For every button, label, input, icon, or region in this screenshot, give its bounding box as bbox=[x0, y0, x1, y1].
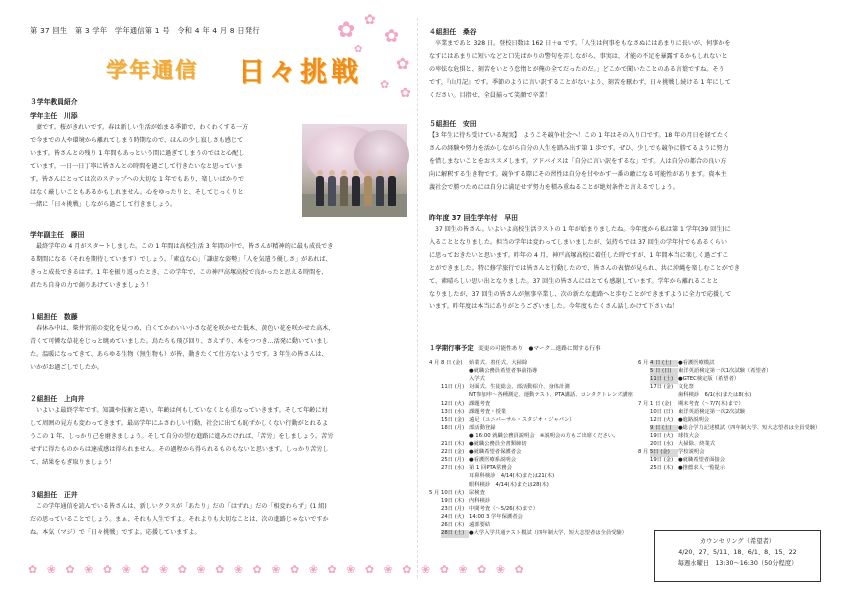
section-heading-uemukai: ２組担任 上向井 bbox=[30, 395, 85, 403]
schedule-event: 部活動登録 bbox=[469, 424, 496, 431]
schedule-row bbox=[638, 433, 823, 440]
masthead: 第 37 回生 第 3 学年 学年通信第 1 号 令和 4 年 4 月 8 日発行 bbox=[30, 26, 260, 35]
schedule-row bbox=[638, 384, 823, 391]
schedule-event: 入学式 bbox=[469, 376, 485, 383]
schedule-row bbox=[638, 449, 823, 456]
schedule-row bbox=[429, 490, 639, 497]
schedule-row bbox=[429, 409, 639, 416]
schedule-row bbox=[638, 368, 823, 375]
schedule-row bbox=[429, 522, 639, 529]
schedule-event: ●就職公務員希望者事前指導 bbox=[469, 368, 538, 375]
schedule-date: 4 日 (土) bbox=[650, 360, 678, 367]
section-body-hayata bbox=[429, 224, 824, 314]
schedule-row bbox=[429, 441, 639, 448]
text-line: います。皆さんとの残り 1 年間もあっという間に過ぎてしまうのではと心配し bbox=[30, 149, 245, 157]
schedule-event: 内科検診 bbox=[469, 497, 491, 504]
schedule-row bbox=[429, 401, 639, 408]
schedule-event: ●看護医療系説明会 bbox=[469, 457, 516, 464]
schedule-title: １学期行事予定 bbox=[429, 344, 474, 352]
schedule-date: 12日 (火) bbox=[650, 416, 674, 423]
schedule-date: 17日 (金) bbox=[650, 384, 674, 391]
text-line: せずに得たものからは達成感は得られません。その過程から得られるものもないと思います。しっかり苦労し bbox=[30, 445, 329, 453]
schedule-event: 文化祭 bbox=[678, 384, 694, 391]
schedule-date: 27日 (水) bbox=[441, 465, 465, 472]
text-line: 妻です。桜がきれいです。春は新しい生活が始まる季節で、わくわくする一方 bbox=[36, 124, 249, 131]
schedule-event: ●推薦求人一覧提示 bbox=[678, 465, 725, 472]
schedule-event: ● 16:00 就職公務員説明会 ※説明会の方もご出席ください。 bbox=[469, 432, 619, 439]
sakura-icon: ✿ bbox=[364, 12, 376, 28]
schedule-event: 耳鼻科検診 4/14(木)または21(木) bbox=[469, 473, 555, 480]
text-line: だの思っていることでしょう。まぁ、それも人生ですよ。それよりも大切なことは、次の進路じゃないですか bbox=[30, 515, 329, 523]
sakura-icon: ✿ bbox=[400, 86, 411, 101]
schedule-date: 5日 (金) bbox=[650, 449, 678, 456]
text-line: なりましたが、37 回生の皆さんが無事卒業し、次の新たな進路へと歩むことができますように全力で応援して bbox=[429, 290, 732, 298]
schedule-date: 28日 (土) bbox=[441, 530, 469, 537]
schedule-event: ●就職希望者保護者会 bbox=[469, 449, 522, 456]
schedule-event: ●就職希望者面接会 bbox=[678, 457, 725, 464]
schedule-event: ●総合学力記述模試（四年制大学、短大志望者は全員受験） bbox=[678, 424, 821, 431]
schedule-row bbox=[429, 506, 639, 513]
newsletter-title bbox=[88, 46, 388, 86]
schedule-event: 大掃除、終業式 bbox=[678, 441, 716, 447]
schedule-row bbox=[638, 417, 823, 424]
schedule-event: NT参加申～各種測定、運動テスト、PTA講話、コンタクトレンズ講座 bbox=[469, 392, 633, 399]
schedule-event: 課題考査 bbox=[469, 400, 491, 407]
schedule-event: 歯科検診 6/1(水)または8(水) bbox=[678, 392, 752, 399]
text-line: とができました。特に修学旅行では皆さんと行動したので、皆さんの表情が見られ、共に沖縄を楽しむことができ bbox=[429, 264, 741, 272]
schedule-row bbox=[429, 417, 639, 424]
section-body-yasuda bbox=[429, 130, 824, 195]
schedule-event: 課題考査・授業 bbox=[469, 408, 507, 415]
title-left: 学年通信 bbox=[106, 58, 198, 82]
schedule-row bbox=[429, 457, 639, 464]
counseling-dates: 4/20、27、5/11、18、6/1、8、15、22 bbox=[678, 549, 797, 556]
sakura-icon: ✿ bbox=[396, 54, 410, 73]
text-line: 入ることとなりました。担当の学年は変わってしまいましたが、気持ちでは 37 回生の学年付でもあるくらい bbox=[429, 238, 727, 246]
schedule-row bbox=[429, 368, 639, 375]
schedule-row bbox=[429, 384, 639, 391]
section-heading-kuwatani: ４組担任 桑谷 bbox=[429, 28, 477, 36]
schedule-event: ●就職公務員全書類締切 bbox=[469, 441, 527, 447]
sakura-icon: ✿ bbox=[354, 44, 363, 55]
schedule-row bbox=[429, 392, 639, 399]
schedule-date: 26日 (木) bbox=[441, 522, 465, 528]
schedule-event: ●看護医療模試 bbox=[678, 360, 715, 366]
schedule-date: 23日 (月) bbox=[441, 505, 465, 512]
schedule-row bbox=[638, 441, 823, 448]
schedule-date: 13日 (水) bbox=[441, 408, 465, 415]
title-right: 日々挑戦 bbox=[238, 57, 362, 88]
schedule-row bbox=[429, 360, 639, 367]
text-line: を惜しまないことをおススメします。アドバイスは「自分に言い訳をするな」です。人は自分の都合の良い方 bbox=[429, 157, 727, 165]
schedule-date: 12日 (火) bbox=[441, 400, 465, 407]
text-line: の卑怯な危惧と、刻苦をいとう怠惰とが俺の全てだったのだ。」どこかで聞いたことのある言葉ですね。そう bbox=[429, 65, 725, 73]
schedule-date: 19日 (木) bbox=[441, 497, 465, 504]
text-line: ています。一日一日丁寧に皆さんとの時間を過ごして行きたいなと思っていま bbox=[30, 162, 243, 170]
column-divider bbox=[417, 18, 418, 578]
schedule-event: 眼科検診 4/14(木)または28(木) bbox=[469, 481, 549, 488]
section-body-kawazoe bbox=[30, 122, 300, 212]
text-line: て、結果をもぎ取りましょう！ bbox=[30, 458, 116, 466]
section-heading-fujita: 学年副主任 藤田 bbox=[30, 231, 85, 239]
schedule-month: 5 月 bbox=[429, 489, 440, 496]
counseling-time: 毎週水曜日 13:30～16:30（50分程度） bbox=[677, 560, 798, 567]
schedule-event: 東洋英語検定第一次1次試験（希望者） bbox=[678, 368, 772, 375]
text-line: ね。本気（マジ）で「日々挑戦」ですよ。応援していますよ。 bbox=[30, 528, 201, 536]
schedule-row bbox=[429, 514, 639, 521]
text-line: 最終学年の 4 月がスタートしました。この 1 年間は高校生活 3 年間の中で、皆さんが精神的に最も成長でき bbox=[36, 243, 334, 250]
schedule-date: 1 日 (金) bbox=[650, 400, 672, 407]
section-heading-hayata: 昨年度 37 回生学年付 早田 bbox=[429, 214, 518, 222]
section-heading-sudo: １組担任 数藤 bbox=[30, 313, 78, 321]
schedule-date: 25日 (木) bbox=[650, 465, 674, 472]
schedule-row bbox=[429, 482, 639, 489]
schedule-month: 8 月 bbox=[638, 449, 649, 456]
schedule-date: 5 日 (日) bbox=[650, 368, 678, 375]
text-line: ください。目指せ、全員揃って笑顔で卒業！ bbox=[429, 91, 551, 99]
text-line: で今までの人や環境から離れてしまう時期なので、ほんの少し寂しさも感じて bbox=[30, 136, 244, 144]
text-line: 義社会で勝つためには自分に満足せず努力を積み重ねることが絶対条件と言えるでしょう。 bbox=[429, 183, 679, 191]
schedule-date: 20日 (水) bbox=[650, 441, 674, 447]
schedule-date: 25日 (月) bbox=[441, 457, 465, 464]
schedule-event: 14:00 3 学年保護者会 bbox=[469, 513, 523, 520]
section-heading-kawazoe: 学年主任 川添 bbox=[30, 112, 78, 120]
schedule-date: 11日 (月) bbox=[441, 384, 465, 391]
text-line: うこの 1 年、しっかり己を磨きましょう。そして自分の望む進路に進みたければ、「苦労」をしましょう。苦労 bbox=[30, 432, 334, 440]
teachers-photo bbox=[302, 124, 407, 217]
schedule-date: 10日 (日) bbox=[650, 408, 674, 415]
text-line: 青くて可憐な草花をじっと眺めていました。鳥たちも飛び回り、さえずり、木をつつき…活発に動いていまし bbox=[30, 337, 329, 345]
schedule-month: 4 月 bbox=[429, 360, 440, 366]
text-line: して周囲の見方も変わってきます。最高学年にふさわしい行動、社会に出ても恥ずかしくない行動がとれるよ bbox=[30, 419, 329, 427]
schedule-event: 遠足（ユニバーサル・スタジオ・ジャパン） bbox=[469, 416, 575, 423]
schedule-event: 東洋英語検定第一次2次試験 bbox=[678, 408, 745, 415]
schedule-row bbox=[638, 425, 823, 432]
schedule-row bbox=[429, 473, 639, 480]
schedule-month: 6 月 bbox=[638, 360, 649, 366]
text-line: 向に解釈する生き物です。競争する際にその習性は自分を甘やかす一番の敵になる可能性があります。資本主 bbox=[429, 170, 727, 178]
schedule-date: 18日 (月) bbox=[441, 424, 465, 431]
schedule-date: 22日 (金) bbox=[441, 449, 465, 456]
sakura-border: ✿ ❀ ✿ ❀ ✿ ❀ ✿ ❀ ✿ ❀ ✿ ❀ ✿ ❀ ✿ ❀ ✿ ❀ ✿ ❀ ✿ ❀ ✿ ❀ ✿ ❀ ✿ bbox=[28, 563, 527, 576]
schedule-date: 19日 (金) bbox=[650, 457, 674, 464]
text-line: る期間になる（それを期待しています）でしょう。「素直な心」「謙虚な姿勢」「人を気遣う優しさ」があれば、 bbox=[30, 255, 332, 263]
schedule-row bbox=[638, 409, 823, 416]
schedule-heading bbox=[429, 343, 601, 352]
schedule-event: ●GTEC検定版（希望者） bbox=[678, 376, 740, 383]
text-line: 37 回生の皆さん。いよいよ高校生活ラストの 1 年が始まりましたね。今年度から私は第 1 学年(39 回生)に bbox=[435, 226, 731, 233]
schedule-date: 24日 (火) bbox=[441, 513, 465, 520]
schedule-row bbox=[429, 425, 639, 432]
text-line: この学年通信を読んでいる皆さんは、新しいクラスが「あたり」だの「はずれ」だの「相変わらず」(1 組) bbox=[36, 503, 327, 510]
schedule-date: 10日 (火) bbox=[441, 489, 465, 496]
sakura-icon: ✿ bbox=[337, 18, 356, 43]
text-line: す。皆さんにとっては次のステップへの大切な 1 年でもあり、楽しいばかりで bbox=[30, 175, 245, 183]
text-line: いよいよ最終学年です。知識や技術と違い、年齢は何もしていなくとも重なっていきます。そして年齢に対 bbox=[36, 407, 328, 414]
text-line: 一緒に「日々挑戦」しながら過ごして行きましょう。 bbox=[30, 201, 177, 209]
text-line: いかがお過ごしでしたか。 bbox=[30, 363, 104, 371]
text-line: に思っておきたいと思います。昨年の 4 月、神戸高塚高校に着任した時ですが、1 年間本当に楽しく過ごすこ bbox=[429, 251, 729, 259]
schedule-event: ●進路説明会 bbox=[678, 416, 710, 423]
text-line: て、素晴らしい思い出となりました。37 回生の皆さんにはとても感謝しています。学年から離れることと bbox=[429, 277, 719, 285]
schedule-event: 尿検査 bbox=[469, 489, 485, 496]
schedule-row bbox=[429, 530, 639, 537]
schedule-note: 変更の可能性あり ●マーク…進路に関する行事 bbox=[478, 346, 601, 352]
intro-heading: ３学年教員紹介 bbox=[30, 98, 78, 106]
sakura-icon: ✿ bbox=[380, 78, 390, 91]
section-heading-masai: ３組担任 正井 bbox=[30, 491, 78, 499]
schedule-event: ●大学入学共通テスト模試（四年制大学、短大志望者は全員受験） bbox=[469, 530, 628, 537]
schedule-event: 期末考査（～7/7(木)まで） bbox=[678, 400, 744, 407]
schedule-row bbox=[638, 360, 823, 367]
schedule-date: 19日 (火) bbox=[650, 432, 674, 439]
schedule-date: 21日 (木) bbox=[441, 441, 465, 447]
section-body-sudo bbox=[30, 323, 410, 375]
counseling-box bbox=[654, 530, 821, 582]
section-body-fujita bbox=[30, 241, 410, 293]
text-line: た。温暖になってきて、あらゆる生物（無生物も）が皆、動きたくて仕方ないようです。3 年生の皆さんは、 bbox=[30, 350, 328, 358]
text-line: 春休み中は、柴井宮前の変化を見つめ、白くてかわいい小さな花を咲かせた低木、黄色い花を咲かせた高木、 bbox=[36, 325, 335, 332]
section-body-masai bbox=[30, 501, 410, 540]
text-line: 【3 年生に待ち受けている現実】 ようこそ競争社会へ！この 1 年はその入り口です。18 年の月日を経てたく bbox=[429, 132, 730, 139]
text-line: きっと成長できるはず。1 年を振り返ったとき、この学年で、この神戸高塚高校で良かったと思える時間を、 bbox=[30, 268, 328, 276]
schedule-event: 第 1 回PTA常務会 bbox=[469, 465, 512, 472]
schedule-row bbox=[429, 433, 639, 440]
schedule-row bbox=[429, 498, 639, 505]
text-line: なすにはあまりに短いなどと口先ばかりの警句を弄しながら、事実は、才能の不足を暴露するかもしれないと bbox=[429, 52, 728, 60]
schedule-row bbox=[638, 376, 823, 383]
section-body-uemukai bbox=[30, 405, 410, 470]
text-line: 君たち自身の力で創りあげていきましょう！ bbox=[30, 281, 152, 289]
schedule-event: 遠部要結 bbox=[469, 522, 491, 528]
schedule-event: 中間考査（～5/26(木)まで） bbox=[469, 505, 538, 512]
schedule-row bbox=[638, 392, 823, 399]
text-line: さんの経験や努力を活かしながら自分の人生を踏み出す第 1 歩です。ぜひ、少しでも競争に勝てるように努力 bbox=[429, 144, 729, 152]
schedule-row bbox=[638, 465, 823, 472]
schedule-event: 球技大会 bbox=[678, 432, 700, 439]
schedule-row bbox=[429, 449, 639, 456]
schedule-month: 7 月 bbox=[638, 400, 649, 407]
text-line: はなく厳しいこともあるかもしれません。心をゆったりと、そしてじっくりと bbox=[30, 188, 244, 196]
schedule-row bbox=[429, 376, 639, 383]
counseling-title: カウンセリング（希望者） bbox=[699, 538, 776, 545]
schedule-event: 始業式、着任式、大掃除 bbox=[469, 360, 528, 366]
text-line: です、『山月記』です。季節のように言い訳することがないよう、刻苦を厭わず、日々挑戦し続ける 1 年にして bbox=[429, 78, 731, 86]
schedule-date: 9 日 (土) bbox=[650, 425, 678, 432]
schedule-event: 学校説明会 bbox=[678, 449, 705, 456]
text-line: 卒業まであと 328 日。登校日数は 162 日＋α です。「人生は何事をもなさぬにはあまりに長いが、何事かを bbox=[435, 40, 731, 47]
section-heading-yasuda: ５組担任 安田 bbox=[429, 120, 477, 128]
schedule-event: 対面式、生徒総会、部活動紹介、身体計測 bbox=[469, 384, 570, 391]
text-line: います。昨年度は本当にありがとうございました。今年度もたくさん話しかけて下さいね！ bbox=[429, 303, 679, 311]
schedule-date: 15日 (金) bbox=[441, 416, 465, 423]
schedule-row bbox=[638, 401, 823, 408]
schedule-row bbox=[638, 457, 823, 464]
schedule-date: 8 日 (金) bbox=[441, 360, 463, 366]
sakura-icon: ✿ bbox=[384, 26, 400, 47]
schedule-date: 11日 (土) bbox=[650, 376, 678, 383]
section-body-kuwatani bbox=[429, 38, 824, 103]
schedule-row bbox=[429, 465, 639, 472]
